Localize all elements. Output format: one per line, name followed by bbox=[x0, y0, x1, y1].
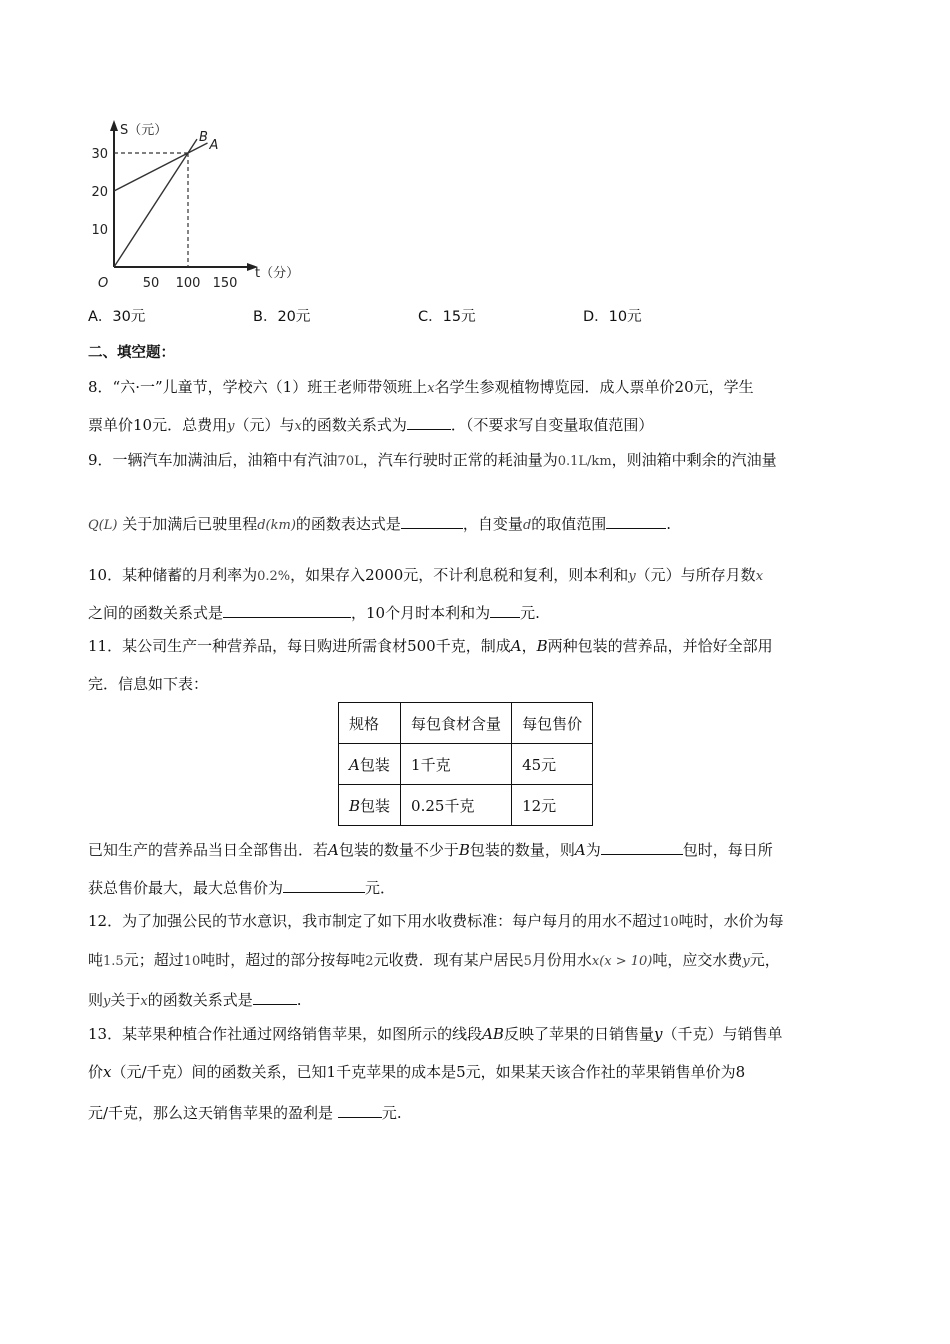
option-a[interactable] bbox=[88, 305, 145, 326]
table-cell bbox=[339, 744, 401, 785]
q11-max-price-blank[interactable] bbox=[283, 876, 365, 893]
q11-line-3 bbox=[88, 838, 773, 860]
q13-profit-blank[interactable] bbox=[338, 1101, 382, 1118]
q10-sum-blank[interactable] bbox=[490, 601, 520, 618]
q10-rate: 0.2% bbox=[257, 569, 291, 584]
q12-var-y: y bbox=[103, 994, 111, 1009]
q11-letter-a: A bbox=[510, 637, 522, 655]
q11-text: 为 bbox=[585, 841, 601, 859]
q13-var-y: y bbox=[653, 1025, 663, 1043]
option-d-letter: D． bbox=[583, 309, 609, 325]
q9-text: . bbox=[666, 515, 672, 533]
q11-text: 11．某公司生产一种营养品，每日购进所需食材500千克，制成 bbox=[88, 637, 511, 655]
q12-value: 1.5 bbox=[103, 954, 124, 969]
q8-answer-blank[interactable] bbox=[407, 413, 451, 430]
q9-range-blank[interactable] bbox=[606, 512, 666, 529]
q9-var-d: d(km) bbox=[257, 518, 296, 533]
q8-text: ．（不要求写自变量取值范围） bbox=[450, 416, 654, 434]
q11-text: 包装的数量不少于 bbox=[338, 841, 459, 859]
q11-text: ， bbox=[521, 637, 537, 655]
q13-text: （千克）与销售单 bbox=[662, 1025, 783, 1043]
q8-var-y: y bbox=[227, 419, 235, 434]
q12-text: 元， bbox=[749, 951, 780, 969]
q8-var-x: x bbox=[294, 419, 302, 434]
table-cell: 12元 bbox=[512, 785, 593, 826]
series-label-b: B bbox=[199, 130, 208, 146]
option-c-letter: C． bbox=[418, 309, 443, 325]
q12-text: 吨 bbox=[88, 951, 104, 969]
option-c-text: 15元 bbox=[442, 309, 476, 325]
series-label-a: A bbox=[209, 137, 219, 153]
table-header-cell: 每包售价 bbox=[512, 703, 593, 744]
packaging-table bbox=[338, 702, 593, 826]
y-tick-label: 10 bbox=[91, 223, 108, 238]
q10-text: ，如果存入2000元，不计利息税和复利，则本利和 bbox=[290, 566, 629, 584]
q8-text: （元）与 bbox=[234, 416, 295, 434]
q13-line-3 bbox=[88, 1101, 402, 1123]
section-title: 二、填空题： bbox=[88, 345, 175, 361]
option-a-text: 30元 bbox=[112, 309, 146, 325]
q9-var-q: Q(L) bbox=[88, 518, 118, 533]
q11-letter-a: A bbox=[328, 841, 339, 859]
x-tick-label: 100 bbox=[175, 276, 201, 291]
q9-text: 的取值范围 bbox=[531, 515, 607, 533]
q10-line-1 bbox=[88, 565, 763, 587]
y-axis-arrow-icon bbox=[110, 120, 118, 131]
q11-letter-b: B bbox=[458, 841, 470, 859]
q11-line-4 bbox=[88, 876, 395, 898]
q12-condition: x(x > 10) bbox=[591, 954, 653, 969]
q11-text: 包装的数量，则 bbox=[469, 841, 575, 859]
q13-var-x: x bbox=[103, 1063, 112, 1081]
q10-line-2 bbox=[88, 601, 540, 623]
q12-text: 元；超过 bbox=[123, 951, 184, 969]
row-letter: B bbox=[349, 796, 361, 815]
q13-segment-ab: AB bbox=[482, 1025, 504, 1043]
origin-label: O bbox=[98, 276, 109, 291]
q9-value-70l: 70L bbox=[337, 454, 363, 469]
q10-var-y: y bbox=[628, 569, 636, 584]
q11-count-blank[interactable] bbox=[601, 838, 683, 855]
q12-var-x: x bbox=[140, 994, 148, 1009]
table-header-cell: 规格 bbox=[339, 703, 401, 744]
q12-text: 吨时，超过的部分按每吨 bbox=[200, 951, 366, 969]
q11-line-2: 完．信息如下表： bbox=[88, 675, 209, 693]
q11-text: 包时，每日所 bbox=[682, 841, 773, 859]
option-a-letter: A． bbox=[88, 309, 113, 325]
q12-value: 10 bbox=[662, 915, 679, 930]
option-b-text: 20元 bbox=[277, 309, 311, 325]
q8-line-2 bbox=[88, 413, 653, 437]
x-tick-label: 150 bbox=[212, 276, 238, 291]
table-cell: 45元 bbox=[512, 744, 593, 785]
y-axis-label: S（元） bbox=[120, 123, 168, 138]
q12-value: 2 bbox=[365, 954, 374, 969]
q11-text: 两种包装的营养品，并恰好全部用 bbox=[547, 637, 773, 655]
table-header-row bbox=[339, 703, 593, 744]
q10-text: 元. bbox=[520, 604, 540, 622]
q12-text: 吨，应交水费 bbox=[652, 951, 743, 969]
series-line-b bbox=[114, 139, 197, 267]
q13-text: 元/千克，那么这天销售苹果的盈利是 bbox=[88, 1104, 334, 1122]
option-b-letter: B． bbox=[253, 309, 278, 325]
q12-function-blank[interactable] bbox=[253, 988, 297, 1005]
q12-text: 月份用水 bbox=[531, 951, 592, 969]
q9-text: ，自变量 bbox=[462, 515, 523, 533]
q12-text: 元收费．现有某户居民 bbox=[373, 951, 524, 969]
q8-line-1 bbox=[88, 377, 754, 399]
q12-text: 的函数关系式是 bbox=[147, 991, 253, 1009]
option-c[interactable] bbox=[418, 305, 476, 326]
q12-text: 则 bbox=[88, 991, 104, 1009]
q12-text: 吨时，水价为每 bbox=[678, 912, 784, 930]
q10-text: ，10个月时本利和为 bbox=[351, 604, 491, 622]
q9-text: 关于加满后已驶里程 bbox=[122, 515, 258, 533]
table-row bbox=[339, 785, 593, 826]
q13-line-1 bbox=[88, 1024, 782, 1044]
q10-text: 10．某种储蓄的月利率为 bbox=[88, 566, 258, 584]
q9-line-2 bbox=[88, 512, 671, 536]
q10-var-x: x bbox=[755, 569, 764, 584]
x-tick-label: 50 bbox=[142, 276, 160, 291]
q8-text: 名学生参观植物博览园．成人票单价20元，学生 bbox=[434, 378, 754, 396]
q11-letter-b: B bbox=[536, 637, 548, 655]
q11-letter-a: A bbox=[574, 841, 586, 859]
q9-rate: 0.1L/km bbox=[557, 454, 612, 469]
q13-text: （元/千克）间的函数关系，已知1千克苹果的成本是5元，如果某天该合作社的苹果销售单价为8 bbox=[111, 1063, 746, 1081]
table-cell: 1千克 bbox=[401, 744, 512, 785]
q9-text: 的函数表达式是 bbox=[295, 515, 401, 533]
option-d-text: 10元 bbox=[608, 309, 642, 325]
q8-text: 票单价10元．总费用 bbox=[88, 416, 228, 434]
table-row bbox=[339, 744, 593, 785]
q12-value: 5 bbox=[523, 954, 532, 969]
table-cell bbox=[339, 785, 401, 826]
q10-function-blank[interactable] bbox=[223, 601, 351, 618]
q13-text: 价 bbox=[88, 1063, 104, 1081]
q10-text: 之间的函数关系式是 bbox=[88, 604, 224, 622]
cost-time-chart bbox=[90, 112, 310, 292]
y-tick-label: 20 bbox=[91, 185, 108, 200]
q12-line-3 bbox=[88, 988, 302, 1012]
option-d[interactable] bbox=[583, 305, 642, 326]
q10-text: （元）与所存月数 bbox=[635, 566, 756, 584]
q11-text: 获总售价最大，最大总售价为 bbox=[88, 879, 284, 897]
row-letter: A bbox=[349, 755, 360, 774]
q9-line-1 bbox=[88, 450, 777, 472]
q13-line-2 bbox=[88, 1062, 745, 1082]
q13-text: 13．某苹果种植合作社通过网络销售苹果，如图所示的线段 bbox=[88, 1025, 483, 1043]
q13-text: 元. bbox=[381, 1104, 402, 1122]
q11-text: 元． bbox=[365, 879, 396, 897]
q8-var-x: x bbox=[427, 381, 435, 396]
q12-line-2 bbox=[88, 950, 780, 972]
table-header-cell: 每包食材含量 bbox=[401, 703, 512, 744]
q9-text: ，汽车行驶时正常的耗油量为 bbox=[362, 451, 558, 469]
q11-line-1 bbox=[88, 636, 773, 656]
option-b[interactable] bbox=[253, 305, 310, 326]
x-axis-label: t（分） bbox=[255, 266, 300, 281]
q11-text: 已知生产的营养品当日全部售出．若 bbox=[88, 841, 329, 859]
q12-text: 关于 bbox=[110, 991, 141, 1009]
q8-text: 的函数关系式为 bbox=[301, 416, 407, 434]
q12-value: 10 bbox=[183, 954, 201, 969]
q12-line-1 bbox=[88, 911, 784, 933]
y-tick-label: 30 bbox=[91, 147, 108, 162]
series-line-a bbox=[114, 143, 208, 191]
row-name: 包装 bbox=[360, 796, 391, 815]
q12-text: 12．为了加强公民的节水意识，我市制定了如下用水收费标准：每户每月的用水不超过 bbox=[88, 912, 663, 930]
q13-text: 反映了苹果的日销售量 bbox=[503, 1025, 654, 1043]
q9-text: ，则油箱中剩余的汽油量 bbox=[611, 451, 777, 469]
row-name: 包装 bbox=[359, 755, 390, 774]
table-cell: 0.25千克 bbox=[401, 785, 512, 826]
q9-expression-blank[interactable] bbox=[401, 512, 463, 529]
q12-var-y: y bbox=[742, 954, 750, 969]
q8-text: 8．“六·一”儿童节，学校六（1）班王老师带领班上 bbox=[88, 378, 428, 396]
q9-text: 9．一辆汽车加满油后，油箱中有汽油 bbox=[88, 451, 338, 469]
q12-text: . bbox=[296, 991, 302, 1009]
q9-var-d: d bbox=[522, 518, 532, 533]
